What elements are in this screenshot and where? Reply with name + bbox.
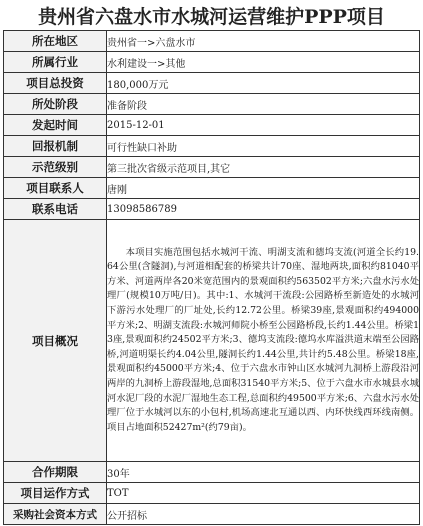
row-label-return-mechanism: 回报机制 [4,136,107,157]
row-label-operation-mode: 项目运作方式 [4,483,107,504]
row-label-total-investment: 项目总投资 [4,73,107,94]
row-value-phone: 13098586789 [107,199,420,220]
row-label-cooperation-term: 合作期限 [4,462,107,483]
row-label-region: 所在地区 [4,31,107,52]
table-row [4,136,420,157]
row-value-contact-person: 唐刚 [107,178,420,199]
row-value-procurement-method: 公开招标 [107,504,420,525]
row-value-overview [107,220,420,462]
row-value-stage: 准备阶段 [107,94,420,115]
table-row [4,199,420,220]
row-value-return-mechanism: 可行性缺口补助 [107,136,420,157]
row-value-demo-level: 第三批次省级示范项目,其它 [107,157,420,178]
row-label-overview: 项目概况 [4,220,107,462]
table-row [4,157,420,178]
row-value-industry: 水利建设一>其他 [107,52,420,73]
row-value-region: 贵州省一>六盘水市 [107,31,420,52]
row-label-contact-person: 项目联系人 [4,178,107,199]
row-value-operation-mode: TOT [107,483,420,504]
row-label-phone: 联系电话 [4,199,107,220]
row-value-cooperation-term: 30年 [107,462,420,483]
table-row [4,73,420,94]
table-row [4,115,420,136]
row-label-industry: 所属行业 [4,52,107,73]
project-info-table [3,30,420,525]
table-row [4,31,420,52]
row-label-launch-date: 发起时间 [4,115,107,136]
table-row [4,483,420,504]
table-row [4,462,420,483]
overview-text: 本项目实施范围包括水城河干流、明湖支流和德坞支流(河道全长约19.64公里(含隧洞),与河道相配套的桥梁共计70座、湿地两块,面积约81040平方米、河道两岸各20米宽范围内的景观面积约563502平方米;六盘水污水处理厂(规模10万吨/日)。其中:1、水城河干流段:公园路桥至新造处的水城河下游污水处理厂的厂址处,长约12.72公里。桥梁39座,景观面积约494000平方米;2、明湖支流段:水城河师院小桥至公园路桥段,长约1.44公里。桥梁13座,景观面积约24502平方米;3、德坞支流段:德坞水库溢洪道末端至公园路桥,河道明渠长约4.04公里,隧洞长约1.44公里,共计约5.48公里。桥梁18座,景观面积约45000平方米;4、位于六盘水市钟山区水城河九洞桥上游段沿河两岸的九洞桥上游段湿地,总面积31540平方米;5、位于六盘水市水城县水城河水泥厂段的水泥厂湿地生态工程,总面积约49500平方米;6、六盘水污水处理厂位于水城河以东的小包村,机场高速北互通以西、内环快线西环线南侧。项目占地面积52427m²(约79亩)。 [107,246,419,433]
page-title: 贵州省六盘水市水城河运营维护PPP项目 [38,5,385,28]
row-label-procurement-method: 采购社会资本方式 [4,504,107,525]
table-row [4,52,420,73]
table-row [4,94,420,115]
table-row [4,220,420,462]
table-row [4,504,420,525]
row-label-stage: 所处阶段 [4,94,107,115]
row-value-launch-date: 2015-12-01 [107,115,420,136]
row-label-demo-level: 示范级别 [4,157,107,178]
row-value-total-investment: 180,000万元 [107,73,420,94]
table-row [4,178,420,199]
